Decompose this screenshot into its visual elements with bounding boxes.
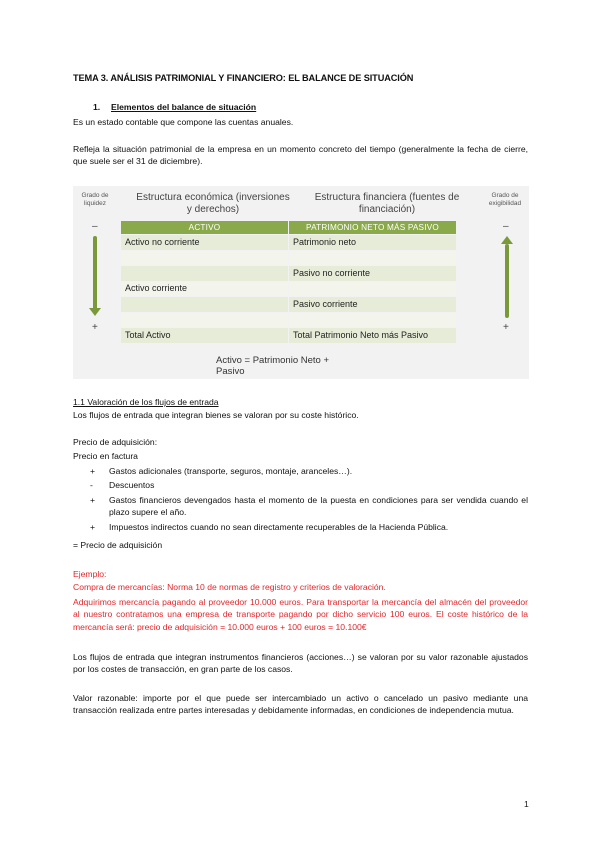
table-cell: Pasivo corriente <box>289 297 457 313</box>
precio-label: Precio de adquisición: <box>73 437 158 447</box>
left-plus-sign: + <box>92 322 98 333</box>
table-row <box>121 312 457 328</box>
list-item <box>73 521 528 533</box>
liquidity-arrow-bar <box>93 236 97 310</box>
liquidity-arrow-head <box>89 308 101 316</box>
section-number: 1. <box>93 102 101 112</box>
subsection-heading: 1.1 Valoración de los flujos de entrada <box>73 397 219 407</box>
example-body: Adquirimos mercancía pagando al proveedor 10.000 euros. Para transportar la mercancía del almacén del proveedor al nuestro contratamos una empresa de transporte pagando por dicho servicio 100 euros. El coste histórico de la mercancía será: precio de adquisición = 10.000 euros + 100 euros = 10.100€ <box>73 597 528 632</box>
balance-table <box>120 220 457 344</box>
table-row <box>121 266 457 282</box>
list-item-text: Descuentos <box>109 480 155 491</box>
refleja-paragraph: Refleja la situación patrimonial de la empresa en un momento concreto del tiempo (generalmente la fecha de cierre, que suele ser el 31 de diciembre). <box>73 144 528 167</box>
financial-structure-heading: Estructura financiera (fuentes de financiación) <box>314 192 460 215</box>
table-cell <box>289 312 457 328</box>
exigibility-label: Grado de exigibilidad <box>488 192 522 208</box>
table-row <box>121 250 457 266</box>
list-marker: + <box>90 466 96 476</box>
list-item <box>73 465 528 477</box>
equation-line-2: Pasivo <box>216 365 245 377</box>
table-row <box>121 328 457 344</box>
table-cell <box>121 312 289 328</box>
section-heading <box>93 101 256 113</box>
table-cell: Pasivo no corriente <box>289 266 457 282</box>
header-activo: ACTIVO <box>121 221 289 235</box>
table-cell: Activo no corriente <box>121 235 289 251</box>
table-cell <box>289 281 457 297</box>
example-label: Ejemplo: <box>73 569 107 579</box>
page-title: TEMA 3. ANÁLISIS PATRIMONIAL Y FINANCIERO: EL BALANCE DE SITUACIÓN <box>73 73 414 83</box>
balance-figure <box>73 186 529 379</box>
table-cell <box>121 250 289 266</box>
list-marker: - <box>90 480 93 491</box>
table-row <box>121 281 457 297</box>
equation-line-1: Activo = Patrimonio Neto + <box>216 355 329 366</box>
page-number: 1 <box>524 799 529 809</box>
table-cell: Activo corriente <box>121 281 289 297</box>
table-row <box>121 297 457 313</box>
table-cell: Total Activo <box>121 328 289 344</box>
table-row <box>121 235 457 251</box>
list-marker: + <box>90 521 96 532</box>
table-cell <box>289 250 457 266</box>
economic-structure-heading: Estructura económica (inversiones y derechos) <box>136 192 290 215</box>
precio-factura: Precio en factura <box>73 451 138 461</box>
list-item-text: Gastos adicionales (transporte, seguros, montaje, aranceles…). <box>109 466 353 476</box>
list-item <box>73 494 528 519</box>
exigibility-arrow-bar <box>505 244 509 318</box>
balance-equation <box>216 356 329 378</box>
list-item-text: Impuestos indirectos cuando no sean directamente recuperables de la Hacienda Pública. <box>109 521 449 532</box>
list-item <box>73 479 528 491</box>
table-cell <box>121 297 289 313</box>
precio-result: = Precio de adquisición <box>73 540 163 550</box>
example-line-1: Compra de mercancías: Norma 10 de normas de registro y criterios de valoración. <box>73 582 386 592</box>
precio-items <box>73 465 528 535</box>
liquidity-label: Grado de liquidez <box>81 192 109 208</box>
table-cell: Patrimonio neto <box>289 235 457 251</box>
valor-razonable-paragraph: Valor razonable: importe por el que puede ser intercambiado un activo o cancelado un pasivo mediante una transacción realizada entre partes interesadas y debidamente informadas, en condiciones de independencia mutua. <box>73 693 528 716</box>
subsection-text: Los flujos de entrada que integran bienes se valoran por su coste histórico. <box>73 410 359 420</box>
list-item-text: Gastos financieros devengados hasta el momento de la puesta en condiciones para ser vendida cuando el plazo supere el año. <box>109 494 528 518</box>
table-cell <box>121 266 289 282</box>
right-plus-sign: + <box>503 322 509 333</box>
list-marker: + <box>90 494 96 505</box>
left-minus-sign: – <box>92 221 98 232</box>
section-heading-text: Elementos del balance de situación <box>111 102 257 112</box>
header-pn-pasivo: PATRIMONIO NETO MÁS PASIVO <box>289 221 457 235</box>
exigibility-arrow-head <box>501 236 513 244</box>
instrumentos-paragraph: Los flujos de entrada que integran instrumentos financieros (acciones…) se valoran por su valor razonable ajustados por los costes de transacción, en gran parte de los casos. <box>73 652 528 675</box>
table-header-row <box>121 221 457 235</box>
right-minus-sign: – <box>503 221 509 232</box>
table-cell: Total Patrimonio Neto más Pasivo <box>289 328 457 344</box>
intro-paragraph: Es un estado contable que compone las cuentas anuales. <box>73 117 294 127</box>
